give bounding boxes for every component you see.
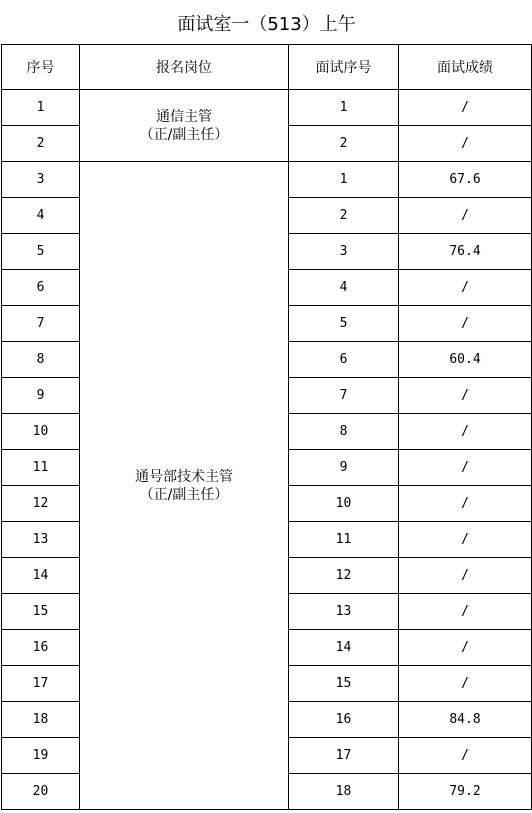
cell-score: / bbox=[399, 630, 532, 666]
cell-score: / bbox=[399, 666, 532, 702]
position-rank: （正/副主任） bbox=[139, 126, 229, 143]
cell-interview-no: 5 bbox=[289, 306, 399, 342]
cell-seq: 6 bbox=[2, 270, 80, 306]
cell-interview-no: 4 bbox=[289, 270, 399, 306]
cell-score: / bbox=[399, 306, 532, 342]
cell-seq: 19 bbox=[2, 738, 80, 774]
header-score: 面试成绩 bbox=[399, 45, 532, 90]
cell-interview-no: 12 bbox=[289, 558, 399, 594]
cell-seq: 17 bbox=[2, 666, 80, 702]
score-table bbox=[1, 1, 532, 810]
cell-score: 67.6 bbox=[399, 162, 532, 198]
cell-score: / bbox=[399, 126, 532, 162]
cell-score: / bbox=[399, 594, 532, 630]
cell-interview-no: 18 bbox=[289, 774, 399, 810]
header-interview-no: 面试序号 bbox=[289, 45, 399, 90]
header-row bbox=[2, 45, 532, 90]
cell-seq: 12 bbox=[2, 486, 80, 522]
table-row bbox=[2, 90, 532, 126]
cell-score: / bbox=[399, 522, 532, 558]
cell-seq: 2 bbox=[2, 126, 80, 162]
cell-seq: 9 bbox=[2, 378, 80, 414]
cell-score: / bbox=[399, 414, 532, 450]
cell-seq: 8 bbox=[2, 342, 80, 378]
position-name: 通号部技术主管 bbox=[135, 468, 233, 485]
position-rank: （正/副主任） bbox=[139, 486, 229, 503]
cell-score: 84.8 bbox=[399, 702, 532, 738]
cell-interview-no: 10 bbox=[289, 486, 399, 522]
cell-interview-no: 13 bbox=[289, 594, 399, 630]
cell-interview-no: 16 bbox=[289, 702, 399, 738]
cell-interview-no: 6 bbox=[289, 342, 399, 378]
cell-score: / bbox=[399, 378, 532, 414]
cell-seq: 7 bbox=[2, 306, 80, 342]
cell-interview-no: 1 bbox=[289, 162, 399, 198]
cell-interview-no: 17 bbox=[289, 738, 399, 774]
title-row bbox=[2, 1, 532, 45]
cell-seq: 16 bbox=[2, 630, 80, 666]
header-seq: 序号 bbox=[2, 45, 80, 90]
cell-position bbox=[80, 162, 289, 810]
cell-score: 79.2 bbox=[399, 774, 532, 810]
cell-score: / bbox=[399, 90, 532, 126]
cell-score: / bbox=[399, 198, 532, 234]
cell-score: / bbox=[399, 486, 532, 522]
cell-interview-no: 9 bbox=[289, 450, 399, 486]
cell-interview-no: 11 bbox=[289, 522, 399, 558]
cell-seq: 20 bbox=[2, 774, 80, 810]
cell-score: 76.4 bbox=[399, 234, 532, 270]
cell-interview-no: 1 bbox=[289, 90, 399, 126]
cell-seq: 15 bbox=[2, 594, 80, 630]
cell-seq: 18 bbox=[2, 702, 80, 738]
position-name: 通信主管 bbox=[156, 108, 212, 125]
cell-seq: 14 bbox=[2, 558, 80, 594]
cell-seq: 1 bbox=[2, 90, 80, 126]
cell-seq: 3 bbox=[2, 162, 80, 198]
cell-interview-no: 3 bbox=[289, 234, 399, 270]
page-title: 面试室一（513）上午 bbox=[2, 1, 532, 45]
cell-seq: 10 bbox=[2, 414, 80, 450]
cell-score: / bbox=[399, 450, 532, 486]
cell-seq: 11 bbox=[2, 450, 80, 486]
cell-score: / bbox=[399, 270, 532, 306]
cell-interview-no: 15 bbox=[289, 666, 399, 702]
cell-interview-no: 2 bbox=[289, 126, 399, 162]
cell-score: / bbox=[399, 558, 532, 594]
cell-seq: 4 bbox=[2, 198, 80, 234]
cell-seq: 5 bbox=[2, 234, 80, 270]
cell-position bbox=[80, 90, 289, 162]
header-position: 报名岗位 bbox=[80, 45, 289, 90]
cell-interview-no: 2 bbox=[289, 198, 399, 234]
cell-seq: 13 bbox=[2, 522, 80, 558]
cell-interview-no: 8 bbox=[289, 414, 399, 450]
table-row bbox=[2, 162, 532, 198]
cell-interview-no: 14 bbox=[289, 630, 399, 666]
cell-score: / bbox=[399, 738, 532, 774]
cell-score: 60.4 bbox=[399, 342, 532, 378]
cell-interview-no: 7 bbox=[289, 378, 399, 414]
